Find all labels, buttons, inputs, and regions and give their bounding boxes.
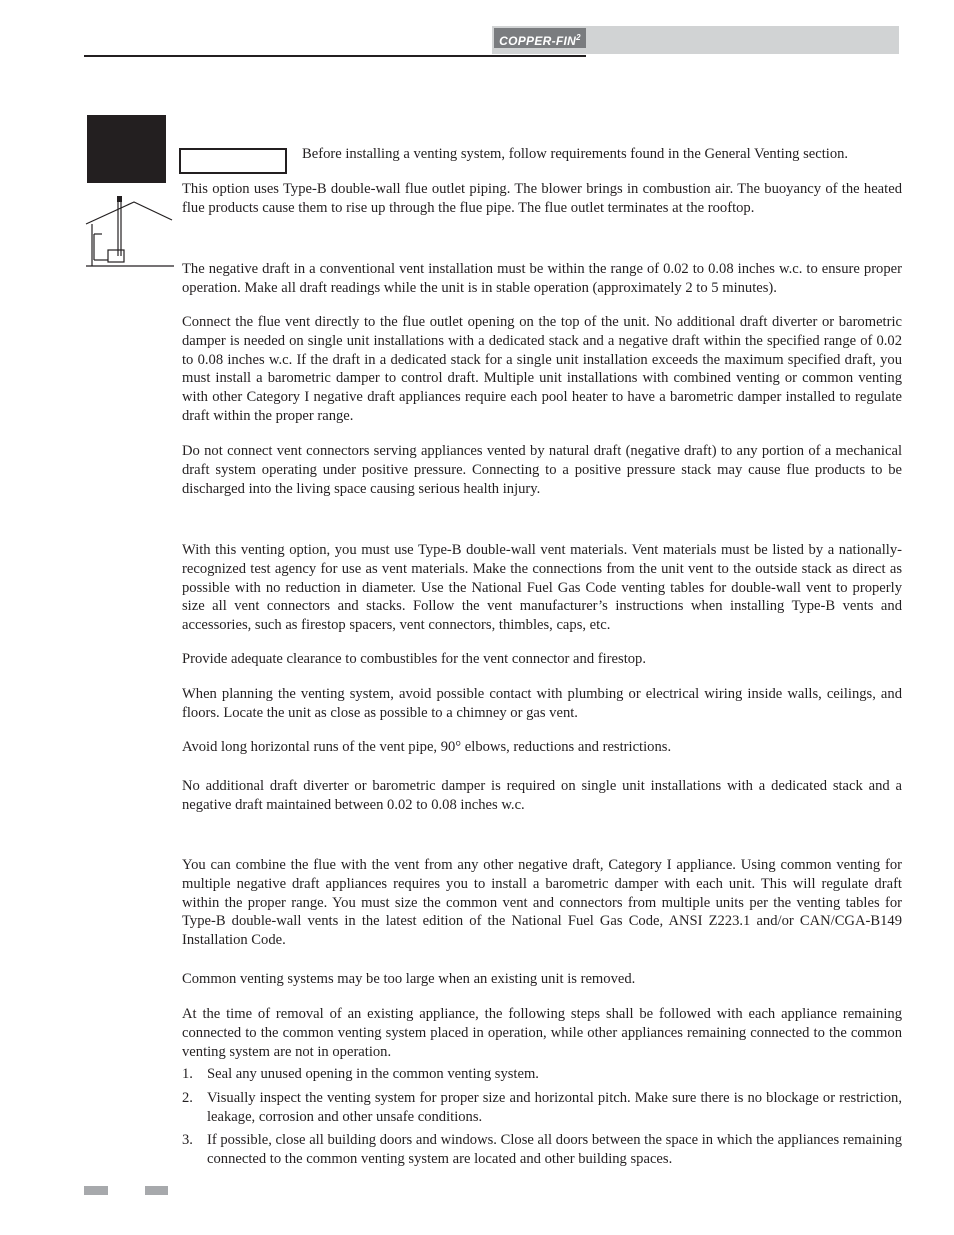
header-rule [84, 55, 586, 57]
step-text: If possible, close all building doors and windows. Close all doors between the space in which the appliances remaining connected to the common venting system are located and other building spaces. [207, 1132, 902, 1168]
paragraph-4: Do not connect vent connectors serving appliances vented by natural draft (negative draft) to any portion of a mechanical draft system operating under positive pressure. Connecting to a positive pressure stack may cause flue products to be discharged into the living space causing serious health injury. [182, 443, 902, 497]
paragraph-10: You can combine the flue with the vent from any other negative draft, Category I appliance. Using common venting for multiple negative draft appliances requires you to install a barometric damper with each unit. This will regulate draft within the proper range. You must size the common vent and connectors from multiple units per the venting tables for Type-B double-wall vents in the latest edition of the National Fuel Gas Code, ANSI Z223.1 and/or CAN/CGA-B149 Installation Code. [182, 857, 902, 949]
paragraph-12: At the time of removal of an existing appliance, the following steps shall be followed with each appliance remaining connected to the common venting system placed in operation, while other appliances remaining connected to the common venting system are not in operation. [182, 1006, 902, 1060]
list-item [182, 1131, 902, 1169]
paragraph-11: Common venting systems may be too large when an existing unit is removed. [182, 971, 636, 987]
list-item [182, 1089, 902, 1127]
paragraph-6: Provide adequate clearance to combustibles for the vent connector and firestop. [182, 651, 646, 667]
paragraph-2: The negative draft in a conventional vent installation must be within the range of 0.02 to 0.08 inches w.c. to ensure proper operation. Make all draft readings while the unit is in stable operation (approximately 2 to 5 minutes). [182, 261, 902, 296]
step-number: 1. [182, 1066, 193, 1082]
paragraph-9: No additional draft diverter or barometric damper is required on single unit installations with a dedicated stack and a negative draft maintained between 0.02 to 0.08 inches w.c. [182, 778, 902, 813]
numbered-steps [182, 1065, 902, 1174]
step-number: 3. [182, 1132, 193, 1149]
step-number: 2. [182, 1089, 193, 1106]
step-text: Visually inspect the venting system for proper size and horizontal pitch. Make sure there is no blockage or restriction, leakage, corrosion and other unsafe conditions. [207, 1089, 902, 1125]
section-tab [87, 115, 166, 183]
step-text: Seal any unused opening in the common venting system. [207, 1066, 539, 1082]
paragraph-8: Avoid long horizontal runs of the vent pipe, 90° elbows, reductions and restrictions. [182, 739, 672, 755]
paragraph-1: This option uses Type-B double-wall flue outlet piping. The blower brings in combustion air. The buoyancy of the heated flue products cause them to rise up through the flue pipe. The flue outlet terminates at the rooftop. [182, 181, 902, 216]
paragraph-7: When planning the venting system, avoid possible contact with plumbing or electrical wiring inside walls, ceilings, and floors. Locate the unit as close as possible to a chimney or gas vent. [182, 686, 902, 721]
footer-mark-right [145, 1186, 168, 1195]
note-label-box [179, 148, 287, 174]
intro-note: Before installing a venting system, follow requirements found in the General Venting section. [302, 146, 849, 162]
paragraph-3: Connect the flue vent directly to the flue outlet opening on the top of the unit. No additional draft diverter or barometric damper is needed on single unit installations with a dedicated stack and a negative draft within the specified range of 0.02 to 0.08 inches w.c. If the draft in a dedicated stack for a single unit installation exceeds the maximum specified draft, you must install a barometric damper to control draft. Multiple unit installations with combined venting or common venting with other Category I negative draft appliances require each pool heater to have a barometric damper installed to regulate draft within the proper range. [182, 314, 902, 424]
brand-logo: COPPER-FIN$^2$ [494, 28, 586, 48]
paragraph-5: With this venting option, you must use Type-B double-wall vent materials. Vent materials must be listed by a nationally-recognized test agency for use as vent materials. Make the connections from the unit vent to the outside stack as direct as possible with no reduction in diameter. Use the National Fuel Gas Code venting tables for double-wall vent to properly size all vent connectors and stacks. Follow the vent manufacturer’s instructions when installing Type-B vents and accessories, such as firestop spacers, vent connectors, thimbles, caps, etc. [182, 542, 902, 634]
list-item [182, 1065, 902, 1084]
footer-mark-left [84, 1186, 108, 1195]
vent-diagram-icon [84, 194, 176, 270]
